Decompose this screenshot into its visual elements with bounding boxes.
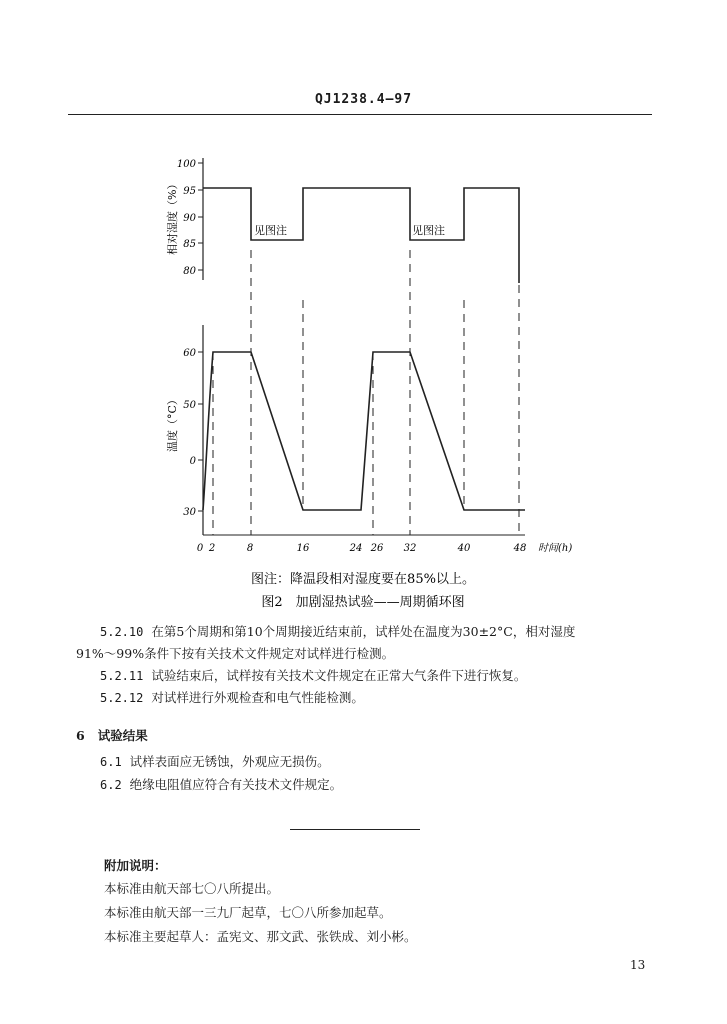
para-5-2-10-cont: [76, 643, 666, 665]
temperature-tick-50: 50: [183, 400, 196, 411]
temperature-tick-30: 30: [183, 507, 196, 518]
para-5-2-12: [100, 687, 660, 709]
x-tick-8: 8: [246, 543, 254, 554]
x-tick-48: 48: [513, 543, 527, 554]
x-axis-label: 时间(h): [538, 543, 573, 554]
item-num: 6.2: [100, 778, 122, 792]
figure-note: 图注：降温段相对湿度要在85%以上。: [251, 572, 475, 587]
section-num: 6: [76, 728, 85, 743]
temperature-axis-label: 温度（°C）: [166, 394, 179, 452]
appendix-title: 附加说明：: [104, 858, 167, 873]
humidity-tick-85: 85: [183, 239, 196, 250]
para-5-2-11: [100, 665, 660, 687]
para-text: 91%～99%条件下按有关技术文件规定对试样进行检测。: [76, 646, 395, 661]
temperature-tick-0: 0: [189, 456, 196, 467]
para-num: 5.2.10: [100, 625, 144, 639]
humidity-series-high: [203, 188, 519, 283]
para-text: 在第5个周期和第10个周期接近结束前，试样处在温度为30±2°C，相对湿度: [151, 624, 576, 639]
humidity-annotation-2: 见图注: [412, 224, 445, 237]
x-tick-0: 0: [196, 543, 204, 554]
humidity-tick-100: 100: [176, 159, 196, 170]
item-6-1: [100, 751, 600, 773]
humidity-tick-80: 80: [183, 266, 196, 277]
humidity-tick-90: 90: [183, 213, 196, 224]
humidity-annotation-1: 见图注: [254, 224, 287, 237]
item-text: 试样表面应无锈蚀，外观应无损伤。: [129, 754, 330, 769]
para-5-2-10: [100, 621, 660, 643]
para-text: 对试样进行外观检查和电气性能检测。: [151, 690, 364, 705]
x-tick-16: 16: [296, 543, 310, 554]
temperature-tick-60: 60: [183, 348, 196, 359]
para-num: 5.2.12: [100, 691, 144, 705]
humidity-axis-label: 相对湿度（%）: [166, 178, 179, 255]
x-tick-24: 24: [349, 543, 363, 554]
x-tick-2: 2: [208, 543, 216, 554]
item-6-2: [100, 774, 600, 796]
para-text: 试验结束后，试样按有关技术文件规定在正常大气条件下进行恢复。: [151, 668, 527, 683]
appendix-line-3: 本标准主要起草人：孟宪文、那文武、张铁成、刘小彬。: [104, 929, 417, 944]
item-text: 绝缘电阻值应符合有关技术文件规定。: [129, 777, 343, 792]
para-num: 5.2.11: [100, 669, 144, 683]
x-tick-26: 26: [370, 543, 384, 554]
figure-title: 图2 加剧湿热试验——周期循环图: [261, 595, 465, 610]
appendix-line-2: 本标准由航天部一三九厂起草，七〇八所参加起草。: [104, 905, 392, 920]
section-6-heading: [76, 725, 476, 747]
appendix-line-1: 本标准由航天部七〇八所提出。: [104, 881, 280, 896]
section-divider: [290, 829, 420, 830]
document-code: QJ1238.4—97: [314, 92, 413, 107]
x-tick-40: 40: [457, 543, 471, 554]
item-num: 6.1: [100, 755, 122, 769]
page-number: 13: [630, 958, 646, 972]
section-title: 试验结果: [97, 728, 148, 743]
temperature-series: [203, 352, 525, 510]
x-tick-32: 32: [403, 543, 417, 554]
time-guides: [213, 250, 519, 535]
humidity-tick-95: 95: [183, 186, 196, 197]
